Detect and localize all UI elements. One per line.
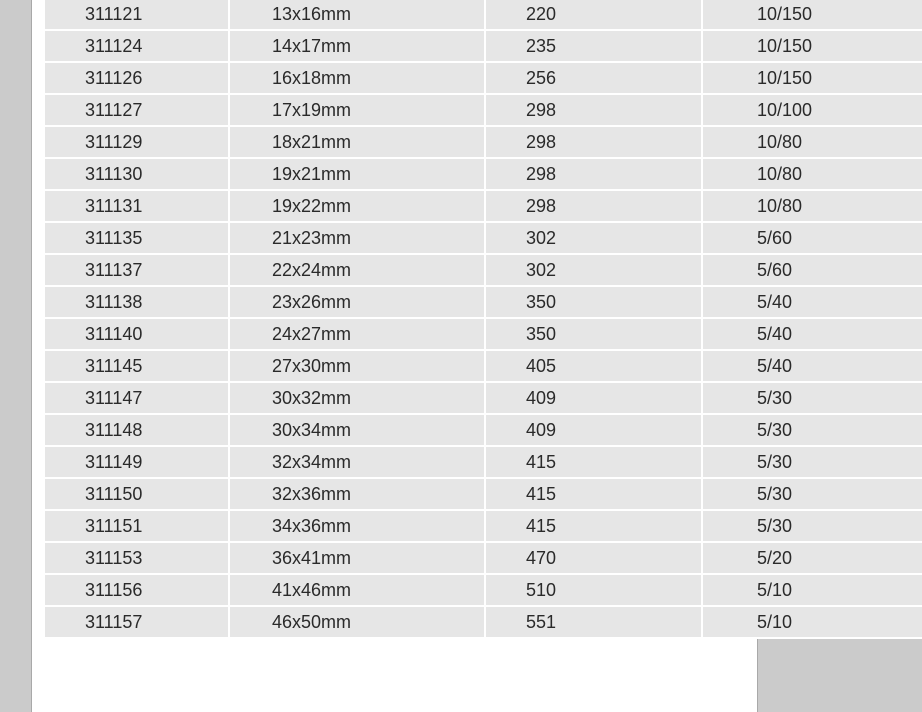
table-row	[45, 191, 922, 223]
item-code-cell: 311151	[45, 511, 230, 543]
packing-cell: 5/60	[703, 255, 922, 287]
item-code-cell: 311129	[45, 127, 230, 159]
size-cell: 18x21mm	[230, 127, 486, 159]
item-code-cell: 311157	[45, 607, 230, 639]
weight-cell: 298	[486, 127, 703, 159]
size-cell: 27x30mm	[230, 351, 486, 383]
table-row	[45, 255, 922, 287]
weight-cell: 415	[486, 511, 703, 543]
packing-cell: 10/150	[703, 31, 922, 63]
packing-cell: 5/60	[703, 223, 922, 255]
item-code-cell: 311150	[45, 479, 230, 511]
weight-cell: 470	[486, 543, 703, 575]
table-row	[45, 0, 922, 31]
item-code-cell: 311145	[45, 351, 230, 383]
weight-cell: 350	[486, 287, 703, 319]
table-row	[45, 159, 922, 191]
table-row	[45, 447, 922, 479]
table-row	[45, 575, 922, 607]
size-cell: 46x50mm	[230, 607, 486, 639]
weight-cell: 302	[486, 255, 703, 287]
packing-cell: 10/80	[703, 159, 922, 191]
packing-cell: 10/150	[703, 0, 922, 31]
weight-cell: 256	[486, 63, 703, 95]
item-code-cell: 311135	[45, 223, 230, 255]
item-code-cell: 311130	[45, 159, 230, 191]
size-cell: 30x34mm	[230, 415, 486, 447]
spec-table	[45, 0, 922, 639]
table-row	[45, 415, 922, 447]
item-code-cell: 311156	[45, 575, 230, 607]
packing-cell: 10/150	[703, 63, 922, 95]
packing-cell: 10/100	[703, 95, 922, 127]
size-cell: 19x21mm	[230, 159, 486, 191]
item-code-cell: 311147	[45, 383, 230, 415]
table-row	[45, 383, 922, 415]
weight-cell: 298	[486, 159, 703, 191]
packing-cell: 5/40	[703, 351, 922, 383]
size-cell: 17x19mm	[230, 95, 486, 127]
weight-cell: 235	[486, 31, 703, 63]
weight-cell: 350	[486, 319, 703, 351]
packing-cell: 5/40	[703, 287, 922, 319]
weight-cell: 302	[486, 223, 703, 255]
packing-cell: 5/10	[703, 607, 922, 639]
size-cell: 32x34mm	[230, 447, 486, 479]
size-cell: 30x32mm	[230, 383, 486, 415]
size-cell: 23x26mm	[230, 287, 486, 319]
item-code-cell: 311121	[45, 0, 230, 31]
size-cell: 21x23mm	[230, 223, 486, 255]
item-code-cell: 311126	[45, 63, 230, 95]
table-row	[45, 127, 922, 159]
table-row	[45, 31, 922, 63]
table-row	[45, 287, 922, 319]
packing-cell: 5/30	[703, 511, 922, 543]
item-code-cell: 311127	[45, 95, 230, 127]
packing-cell: 5/10	[703, 575, 922, 607]
weight-cell: 415	[486, 479, 703, 511]
table-row	[45, 479, 922, 511]
packing-cell: 5/30	[703, 383, 922, 415]
table-row	[45, 543, 922, 575]
weight-cell: 409	[486, 383, 703, 415]
packing-cell: 5/30	[703, 415, 922, 447]
size-cell: 41x46mm	[230, 575, 486, 607]
spec-sheet	[31, 0, 813, 712]
item-code-cell: 311131	[45, 191, 230, 223]
table-row	[45, 95, 922, 127]
item-code-cell: 311140	[45, 319, 230, 351]
weight-cell: 415	[486, 447, 703, 479]
packing-cell: 10/80	[703, 127, 922, 159]
weight-cell: 298	[486, 191, 703, 223]
packing-cell: 5/30	[703, 447, 922, 479]
table-row	[45, 223, 922, 255]
weight-cell: 220	[486, 0, 703, 31]
weight-cell: 405	[486, 351, 703, 383]
item-code-cell: 311138	[45, 287, 230, 319]
size-cell: 16x18mm	[230, 63, 486, 95]
packing-cell: 5/20	[703, 543, 922, 575]
table-row	[45, 351, 922, 383]
weight-cell: 409	[486, 415, 703, 447]
item-code-cell: 311149	[45, 447, 230, 479]
table-row	[45, 319, 922, 351]
size-cell: 36x41mm	[230, 543, 486, 575]
weight-cell: 551	[486, 607, 703, 639]
item-code-cell: 311148	[45, 415, 230, 447]
weight-cell: 298	[486, 95, 703, 127]
size-cell: 22x24mm	[230, 255, 486, 287]
packing-cell: 5/40	[703, 319, 922, 351]
size-cell: 13x16mm	[230, 0, 486, 31]
table-row	[45, 63, 922, 95]
size-cell: 34x36mm	[230, 511, 486, 543]
table-row	[45, 511, 922, 543]
size-cell: 14x17mm	[230, 31, 486, 63]
size-cell: 32x36mm	[230, 479, 486, 511]
packing-cell: 10/80	[703, 191, 922, 223]
spec-table-body	[45, 0, 922, 639]
packing-cell: 5/30	[703, 479, 922, 511]
table-row	[45, 607, 922, 639]
item-code-cell: 311153	[45, 543, 230, 575]
size-cell: 19x22mm	[230, 191, 486, 223]
item-code-cell: 311137	[45, 255, 230, 287]
size-cell: 24x27mm	[230, 319, 486, 351]
weight-cell: 510	[486, 575, 703, 607]
item-code-cell: 311124	[45, 31, 230, 63]
